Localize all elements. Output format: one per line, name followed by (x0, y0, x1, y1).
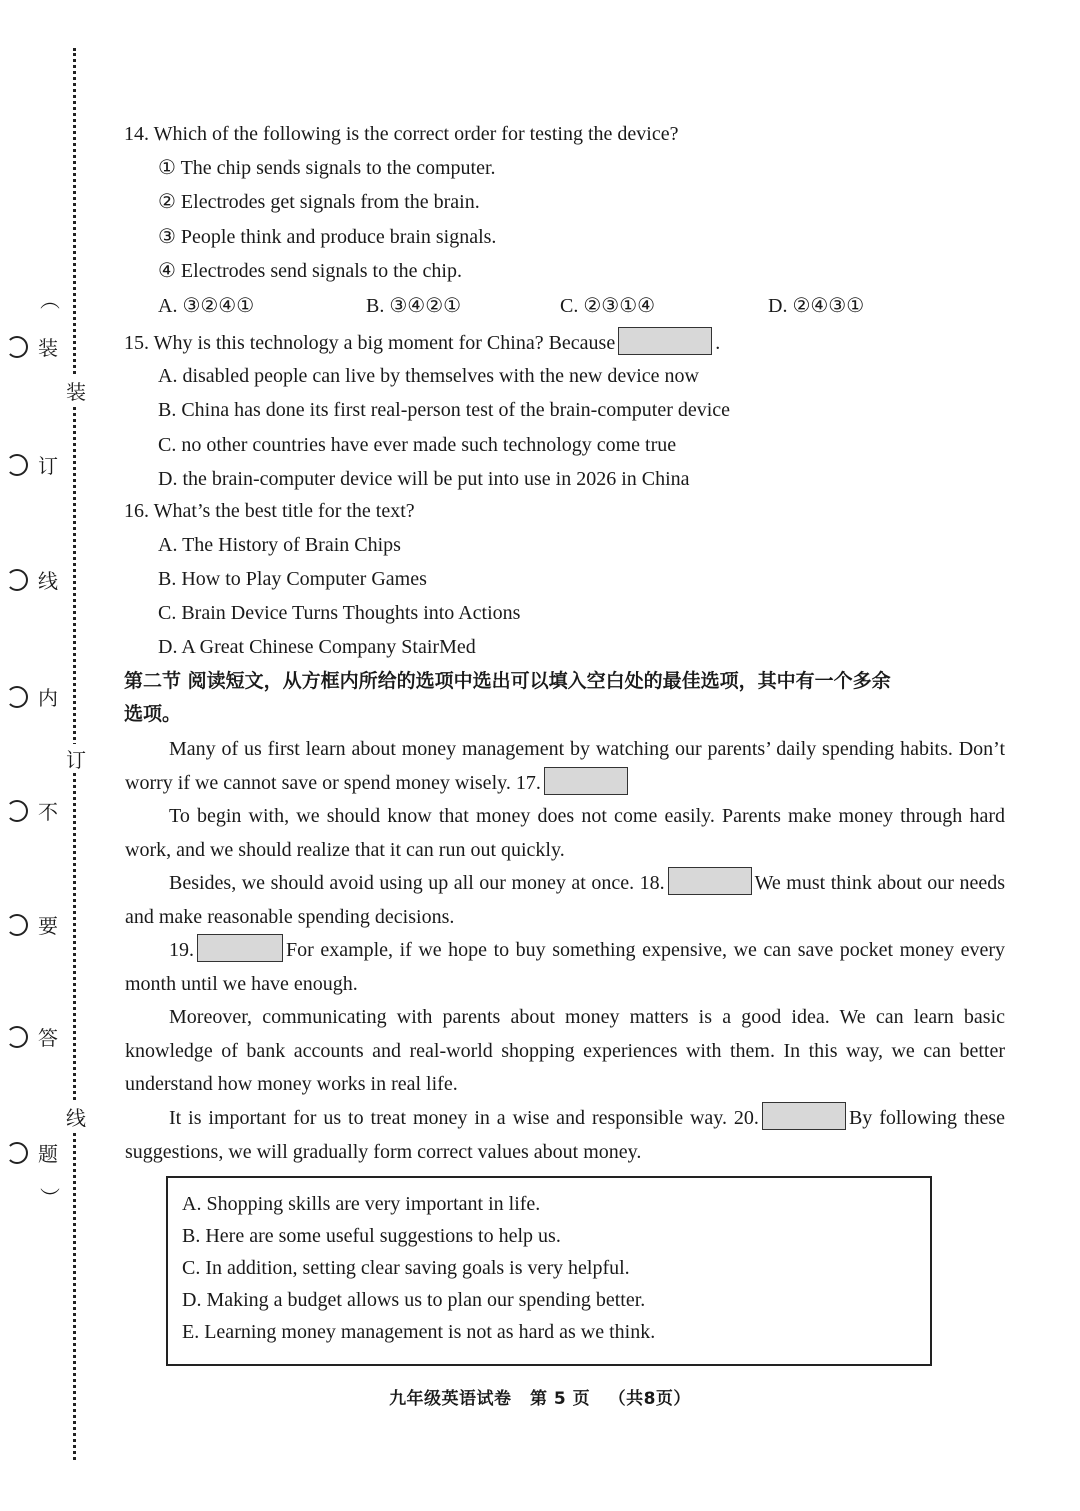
q15-answer-blank[interactable] (618, 327, 712, 355)
footer-title: 九年级英语试卷 (389, 1389, 512, 1409)
blank-20[interactable] (762, 1102, 846, 1130)
q14-step-3: ③ People think and produce brain signals. (158, 226, 497, 248)
q15-option-b[interactable]: B. China has done its first real-person test of the brain-computer device (158, 399, 731, 421)
q14-step-2: ② Electrodes get signals from the brain. (158, 191, 480, 213)
box-option-b: B. Here are some useful suggestions to help us. (182, 1225, 561, 1247)
box-option-e: E. Learning money management is not as hard as we think. (182, 1321, 656, 1343)
q14-step-1: ① The chip sends signals to the computer. (158, 157, 496, 179)
margin-label-xian: 线 (6, 565, 58, 594)
section2-instruction-line1: 第二节 阅读短文，从方框内所给的选项中选出可以填入空白处的最佳选项，其中有一个多余 (124, 670, 891, 692)
blank-17[interactable] (544, 767, 628, 795)
page-footer (0, 1384, 1080, 1409)
footer-page-number: 第 5 页 (529, 1389, 591, 1409)
passage-paragraph-1: Many of us first learn about money management by watching our parents’ daily spending habits. Don’t worry if we cannot save or spend money wisely. 17. (125, 738, 1005, 794)
passage-paragraph-6: It is important for us to treat money in a wise and responsible way. 20. By following these suggestions, we will gradually form correct values about money. (125, 1102, 1005, 1169)
q14-choice-c[interactable]: C. ②③①④ (560, 295, 656, 317)
box-option-a: A. Shopping skills are very important in life. (182, 1193, 541, 1215)
blank-18[interactable] (668, 867, 752, 895)
margin-label-yao: 要 (6, 910, 58, 939)
margin-paren-close: ︶ (40, 1186, 60, 1210)
q14-stem: 14. Which of the following is the correct order for testing the device? (124, 123, 679, 145)
margin-label-bu: 不 (6, 796, 58, 825)
binding-mark-ding: 订 (66, 744, 86, 773)
q16-option-c[interactable]: C. Brain Device Turns Thoughts into Actions (158, 602, 521, 624)
blank-19[interactable] (197, 934, 283, 962)
q14-choice-b[interactable]: B. ③④②① (366, 295, 462, 317)
q16-option-b[interactable]: B. How to Play Computer Games (158, 568, 427, 590)
passage-paragraph-3: Besides, we should avoid using up all our money at once. 18. We must think about our needs and make reasonable spending decisions. (125, 867, 1005, 934)
q15-stem-line (124, 327, 720, 357)
binding-mark-xian: 线 (66, 1102, 86, 1131)
passage-paragraph-2: To begin with, we should know that money does not come easily. Parents make money through hard work, and we should realize that it can run out quickly. (125, 805, 1005, 861)
passage-paragraph-4: 19. For example, if we hope to buy something expensive, we can save pocket money every month until we have enough. (125, 934, 1005, 1001)
margin-paren-open: ︵ (40, 288, 60, 312)
margin-label-zhuang: 装 (6, 332, 58, 361)
section2-instruction-line2: 选项。 (124, 703, 182, 725)
options-box (166, 1176, 932, 1366)
q15-stem-end: . (715, 332, 721, 354)
q14-choice-d[interactable]: D. ②④③① (768, 295, 865, 317)
q14-choice-a[interactable]: A. ③②④① (158, 295, 255, 317)
q16-stem: 16. What’s the best title for the text? (124, 500, 415, 522)
passage-paragraph-5: Moreover, communicating with parents about money matters is a good idea. We can learn basic knowledge of bank accounts and real-world shopping experiences with them. In this way, we can better understand how money works in real life. (125, 1006, 1005, 1095)
q15-option-d[interactable]: D. the brain-computer device will be put into use in 2026 in China (158, 468, 690, 490)
q14-step-4: ④ Electrodes send signals to the chip. (158, 260, 462, 282)
margin-label-da: 答 (6, 1022, 58, 1051)
box-option-d: D. Making a budget allows us to plan our spending better. (182, 1289, 646, 1311)
q15-stem: 15. Why is this technology a big moment for China? Because (124, 332, 616, 354)
q16-option-a[interactable]: A. The History of Brain Chips (158, 534, 401, 556)
binding-mark-zhuang: 装 (66, 376, 86, 405)
box-option-c: C. In addition, setting clear saving goals is very helpful. (182, 1257, 630, 1279)
margin-label-ti: 题 (6, 1138, 58, 1167)
q15-option-a[interactable]: A. disabled people can live by themselves with the new device now (158, 365, 699, 387)
q16-option-d[interactable]: D. A Great Chinese Company StairMed (158, 636, 476, 658)
margin-label-nei: 内 (6, 682, 58, 711)
q15-option-c[interactable]: C. no other countries have ever made such technology come true (158, 434, 677, 456)
margin-label-ding: 订 (6, 450, 58, 479)
footer-total-pages: （共8页） (608, 1389, 691, 1409)
